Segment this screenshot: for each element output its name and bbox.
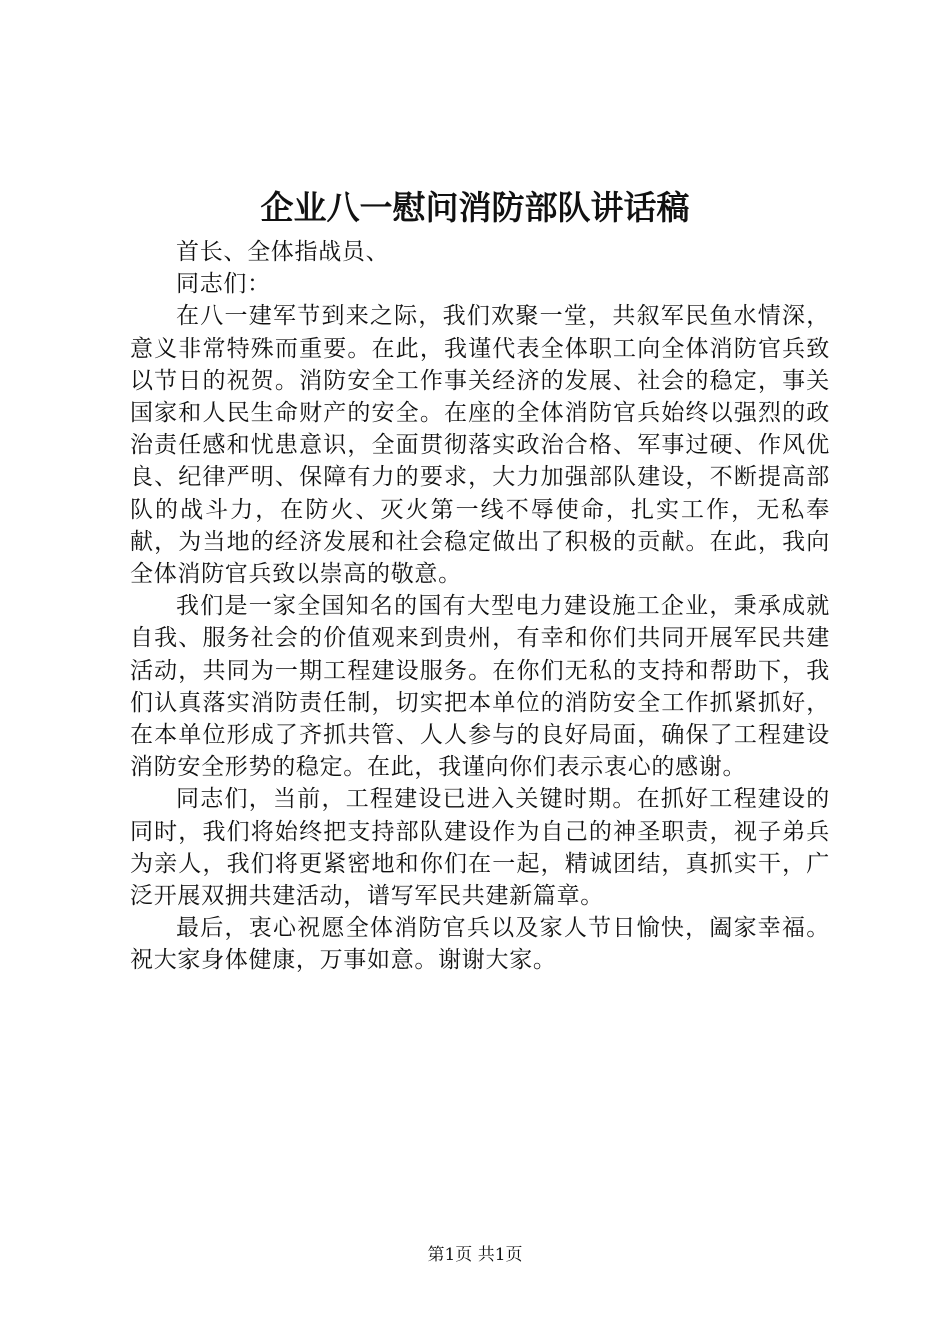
- salutation-line: 同志们：: [176, 271, 271, 298]
- page-total: 共1页: [477, 1245, 523, 1265]
- page-number: 第1页: [427, 1245, 473, 1265]
- body-paragraph: 同志们，当前，工程建设已进入关键时期。在抓好工程建设的同时，我们将始终把支持部队建设作为自己的神圣职责，视子弟兵为亲人，我们将更紧密地和你们在一起，精诚团结，真抓实干，广泛开展双拥共建活动，谱写军民共建新篇章。: [130, 786, 830, 910]
- salutation-line: 首长、全体指战员、: [176, 239, 390, 265]
- page-footer: [0, 1243, 950, 1267]
- body-paragraph: 我们是一家全国知名的国有大型电力建设施工企业，秉承成就自我、服务社会的价值观来到贵州，有幸和你们共同开展军民共建活动，共同为一期工程建设服务。在你们无私的支持和帮助下，我们认真落实消防责任制，切实把本单位的消防安全工作抓紧抓好，在本单位形成了齐抓共管、人人参与的良好局面，确保了工程建设消防安全形势的稳定。在此，我谨向你们表示衷心的感谢。: [130, 593, 830, 781]
- document-body: [130, 236, 830, 977]
- body-paragraph: 最后，衷心祝愿全体消防官兵以及家人节日愉快，阖家幸福。祝大家身体健康，万事如意。谢谢大家。: [130, 915, 830, 974]
- body-paragraph: 在八一建军节到来之际，我们欢聚一堂，共叙军民鱼水情深，意义非常特殊而重要。在此，我谨代表全体职工向全体消防官兵致以节日的祝贺。消防安全工作事关经济的发展、社会的稳定，事关国家和人民生命财产的安全。在座的全体消防官兵始终以强烈的政治责任感和忧患意识，全面贯彻落实政治合格、军事过硬、作风优良、纪律严明、保障有力的要求，大力加强部队建设，不断提高部队的战斗力，在防火、灭火第一线不辱使命，扎实工作，无私奉献，为当地的经济发展和社会稳定做出了积极的贡献。在此，我向全体消防官兵致以崇高的敬意。: [130, 303, 830, 588]
- document-title: 企业八一慰问消防部队讲话稿: [260, 188, 690, 227]
